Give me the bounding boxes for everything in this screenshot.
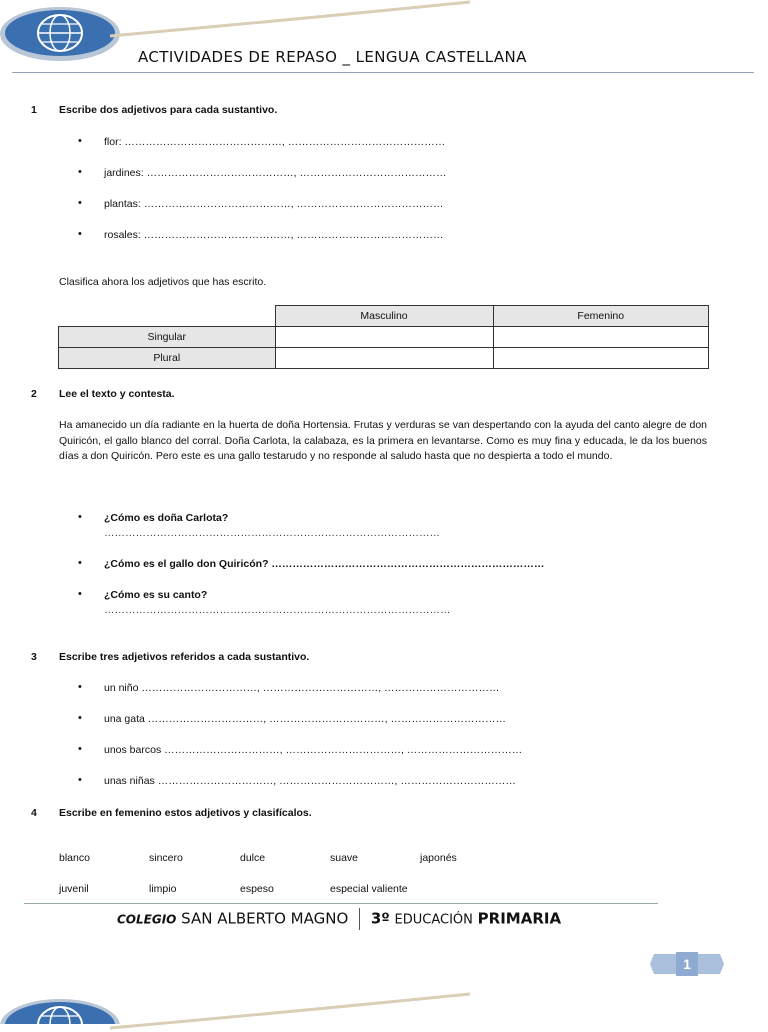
q3-item: unos barcos ……………………………, ……………………………, …………………………… [104,744,523,756]
adjective-word: espeso [240,883,274,895]
adjective-word: blanco [59,852,90,864]
footer-level: PRIMARIA [477,909,562,928]
reading-passage: Ha amanecido un día radiante en la huerta de doña Hortensia. Frutas y verduras se van despertando con la ayuda del canto alegre de don Quiricón, el gallo blanco del corral. Doña Carlota, la calabaza, es la primera en levantarse. Como es muy fina y educada, le da los buenos días a don Quiricón. Pero este es una gallo testarudo y no responde al saludo hasta que no despierta a todo el mundo. [59,419,707,462]
table-cell[interactable] [275,348,493,369]
adjective-word: suave [330,852,359,864]
bullet-icon: • [78,588,82,600]
bullet-icon: • [78,712,82,724]
header-divider [12,72,754,73]
q2-question: ¿Cómo es doña Carlota? [104,512,229,524]
page-number: 1 [683,956,691,972]
footer-divider [24,903,658,904]
row-header-plural: Plural [59,348,276,369]
globe-logo-icon [0,996,122,1024]
footer-school: SAN ALBERTO MAGNO [181,909,349,928]
footer-separator [359,908,360,930]
q1-item: jardines: ……………………………………, …………………………………… [104,167,447,179]
classification-table [58,305,709,369]
footer-colegio: COLEGIO [117,912,177,927]
q1-item: rosales: ……………………………………, …………………………………… [104,229,444,241]
table-cell[interactable] [493,327,708,348]
adjective-word: limpio [149,883,177,895]
q3-item: unas niñas ……………………………, ……………………………, …………………………… [104,775,516,787]
question-1-prompt: Escribe dos adjetivos para cada sustantivo. [59,104,278,116]
col-header-masculino: Masculino [275,306,493,327]
answer-line[interactable]: ……………………………………………………………………………………… [104,604,451,616]
bullet-icon: • [78,511,82,523]
pen-stroke-decoration [110,992,470,1032]
bullet-icon: • [78,228,82,240]
bullet-icon: • [78,135,82,147]
footer-grade: 3º [370,909,390,928]
table-cell[interactable] [493,348,708,369]
question-3-prompt: Escribe tres adjetivos referidos a cada sustantivo. [59,651,310,663]
bullet-icon: • [78,743,82,755]
adjective-word: juvenil [59,883,89,895]
bullet-icon: • [78,681,82,693]
q3-item: una gata ……………………………, ……………………………, …………………………… [104,713,506,725]
bullet-icon: • [78,557,82,569]
classify-instruction: Clasifica ahora los adjetivos que has escrito. [59,276,267,288]
footer [117,908,561,930]
answer-line[interactable]: …………………………………………………………………………………… [104,527,440,539]
q2-question: ¿Cómo es el gallo don Quiricón? …………………………………………………………………… [104,558,545,570]
q1-item: plantas: ……………………………………, …………………………………… [104,198,444,210]
question-2-prompt: Lee el texto y contesta. [59,388,175,400]
page-title: ACTIVIDADES DE REPASO _ LENGUA CASTELLANA [138,48,527,66]
bullet-icon: • [78,166,82,178]
q2-question: ¿Cómo es su canto? [104,589,208,601]
bullet-icon: • [78,197,82,209]
question-4-prompt: Escribe en femenino estos adjetivos y clasifícalos. [59,807,312,819]
q3-item: un niño ……………………………, ……………………………, …………………………… [104,682,500,694]
question-4-number: 4 [31,807,37,819]
question-2-number: 2 [31,388,37,400]
bullet-icon: • [78,774,82,786]
table-cell[interactable] [275,327,493,348]
globe-logo-icon [0,4,122,62]
question-1-number: 1 [31,104,37,116]
footer-education: EDUCACIÓN [394,912,473,928]
col-header-femenino: Femenino [493,306,708,327]
q1-item: flor: ………………………………………, ……………………………………… [104,136,446,148]
adjective-word: sincero [149,852,183,864]
pen-stroke-decoration [110,0,470,40]
row-header-singular: Singular [59,327,276,348]
question-3-number: 3 [31,651,37,663]
adjective-word: japonés [420,852,457,864]
adjective-word: dulce [240,852,266,864]
adjective-word: especial valiente [330,883,408,895]
